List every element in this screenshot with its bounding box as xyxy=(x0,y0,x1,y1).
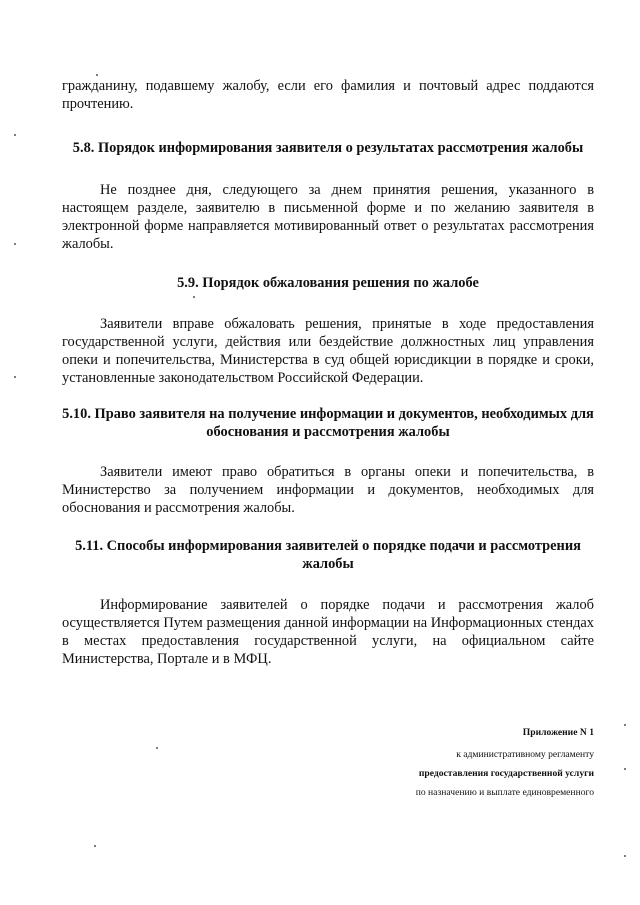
section-5-10-paragraph: Заявители имеют право обратиться в органы опеки и попечительства, в Министерство за получением информации и документов, необходимых для обоснования и рассмотрения жалобы. xyxy=(62,464,594,516)
appendix-line-2: предоставления государственной услуги xyxy=(418,768,594,779)
scan-speck xyxy=(14,134,16,136)
scan-speck xyxy=(94,845,96,847)
scan-speck xyxy=(624,724,626,726)
continuation-paragraph: гражданину, подавшему жалобу, если его фамилия и почтовый адрес поддаются прочтению. xyxy=(62,78,594,112)
section-5-11-paragraph: Информирование заявителей о порядке подачи и рассмотрения жалоб осуществляется Путем размещения данной информации на Информационных стендах в местах предоставления государственной услуги, на официальном сайте Министерства, Портале и в МФЦ. xyxy=(62,597,594,667)
scan-speck xyxy=(624,855,626,857)
section-5-10-heading: 5.10. Право заявителя на получение информации и документов, необходимых для обоснования и рассмотрения жалобы xyxy=(62,406,594,440)
appendix-line-1: к административному регламенту xyxy=(456,749,594,760)
section-5-9-heading: 5.9. Порядок обжалования решения по жалобе xyxy=(177,275,479,291)
scan-speck xyxy=(156,747,158,749)
section-5-8-paragraph: Не позднее дня, следующего за днем принятия решения, указанного в настоящем разделе, заявителю в письменной форме и по желанию заявителя в электронной форме направляется мотивированный ответ о результатах рассмотрения жалобы. xyxy=(62,182,594,252)
section-5-8-heading: 5.8. Порядок информирования заявителя о результатах рассмотрения жалобы xyxy=(72,140,584,156)
scan-speck xyxy=(624,768,626,770)
scan-speck xyxy=(96,74,98,76)
section-5-9-paragraph: Заявители вправе обжаловать решения, принятые в ходе предоставления государственной услуги, действия или бездействие должностных лиц управления опеки и попечительства, Министерства в суд общей юрисдикции в порядке и сроки, установленные законодательством Российской Федерации. xyxy=(62,316,594,386)
scan-speck xyxy=(14,376,16,378)
appendix-line-3: по назначению и выплате единовременного xyxy=(415,787,594,798)
scan-speck xyxy=(14,243,16,245)
section-5-11-heading: 5.11. Способы информирования заявителей о порядке подачи и рассмотрения жалобы xyxy=(75,538,581,572)
appendix-title: Приложение N 1 xyxy=(522,727,594,738)
scan-speck xyxy=(193,296,195,298)
